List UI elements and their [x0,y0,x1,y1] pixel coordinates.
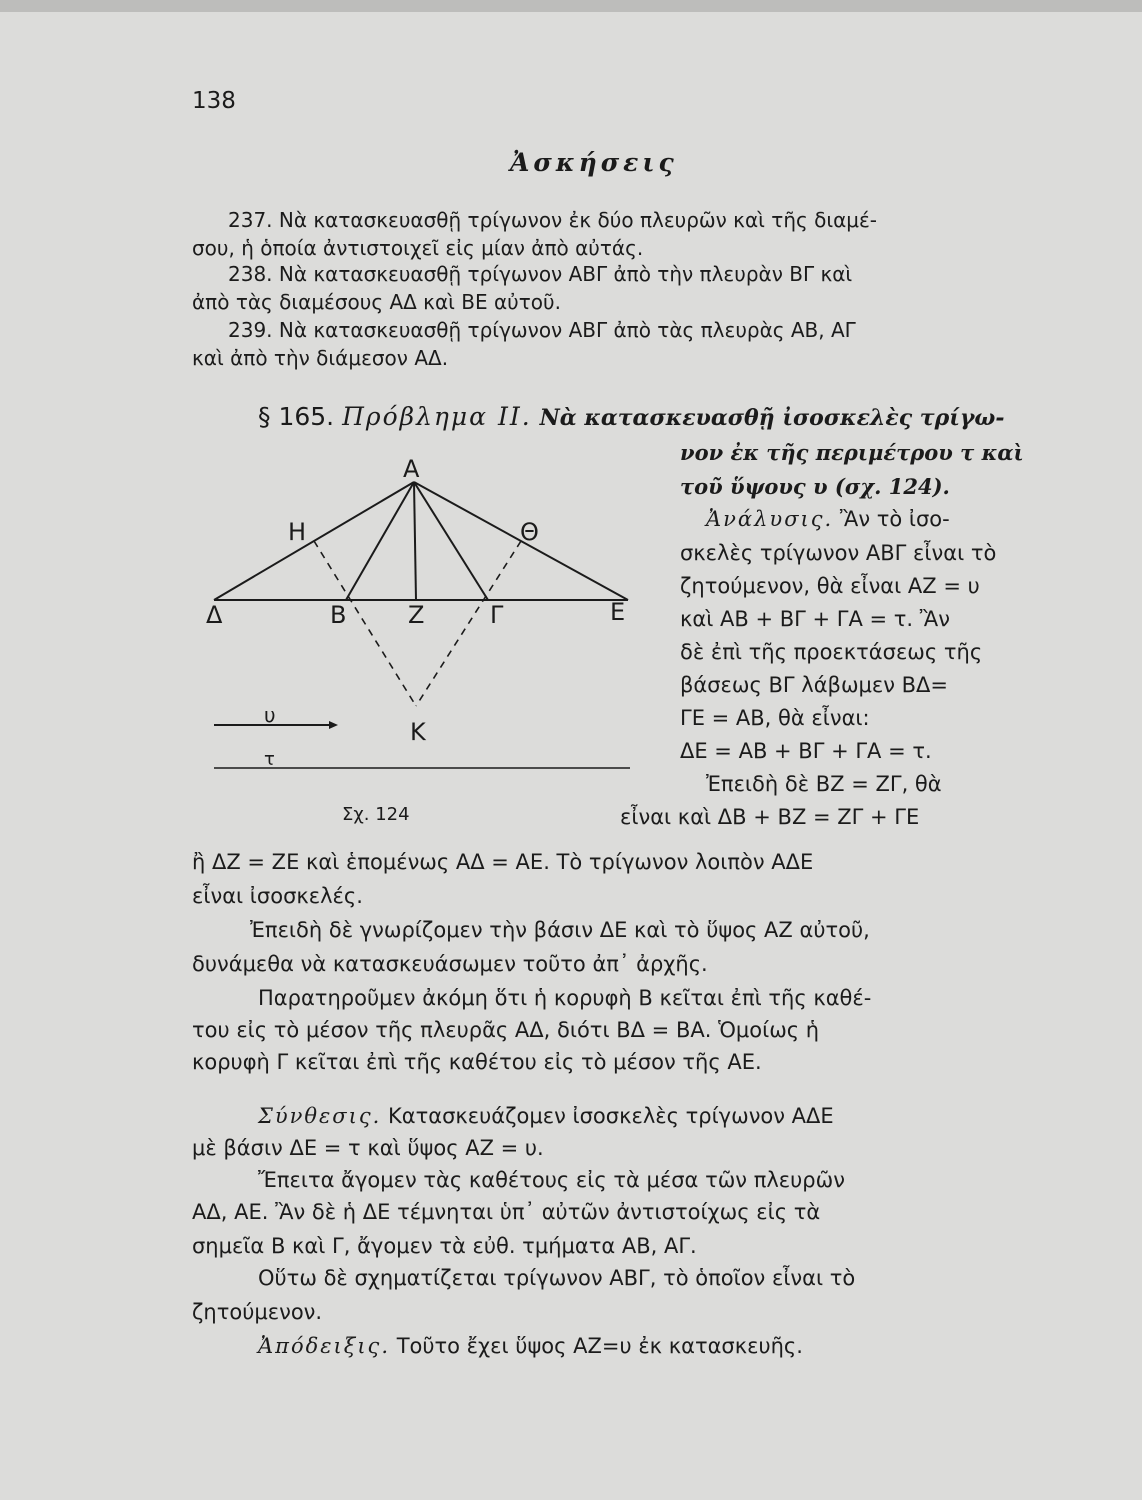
segment-A-Gamma [414,482,488,600]
analysis-line-2: σκελὲς τρίγωνον ΑΒΓ εἶναι τὸ [680,541,997,565]
altitude-A-Z [414,482,416,600]
synthesis-label: Σύνθεσις. [258,1104,382,1128]
label-t: τ [264,749,275,770]
label-K: Κ [410,718,426,746]
analysis-line-7: ΓΕ = ΑΒ, θὰ εἶναι: [680,706,870,730]
label-E: Ε [610,598,626,626]
exercise-239-line-1: 239. Νὰ κατασκευασθῇ τρίγωνον ΑΒΓ ἀπὸ τὰς πλευρὰς ΑΒ, ΑΓ [228,318,856,342]
synthesis-line-7: ζητούμενον. [192,1300,323,1324]
exercise-237-line-1: 237. Νὰ κατασκευασθῇ τρίγωνον ἐκ δύο πλευρῶν καὶ τῆς διαμέ- [228,208,878,232]
label-Z: Ζ [408,601,425,629]
problem-label: Πρόβλημα ΙΙ. [342,402,532,431]
page-edge [0,0,1142,12]
analysis-line-9: Ἐπειδὴ δὲ ΒΖ = ΖΓ, θὰ [706,772,942,796]
analysis-line-4: καὶ ΑΒ + ΒΓ + ΓΑ = τ. Ἂν [680,607,950,631]
body-p2-line-2: δυνάμεθα νὰ κατασκευάσωμεν τοῦτο ἀπ᾽ ἀρχῆς. [192,952,708,976]
label-Gamma: Γ [490,601,504,629]
body-p1-line-2: εἶναι ἰσοσκελές. [192,884,363,908]
body-p1-line-1: ἢ ΔΖ = ΖΕ καὶ ἑπομένως ΑΔ = ΑΕ. Τὸ τρίγωνον λοιπὸν ΑΔΕ [192,850,814,874]
problem-statement-line-1: Νὰ κατασκευασθῇ ἰσοσκελὲς τρίγω- [539,405,1005,431]
exercise-238-line-1: 238. Νὰ κατασκευασθῇ τρίγωνον ΑΒΓ ἀπὸ τὴν πλευρὰν ΒΓ καὶ [228,262,853,286]
analysis-text-1: Ἂν τὸ ἰσο- [839,507,950,531]
proof-line [258,1334,803,1358]
synthesis-line-4: ΑΔ, ΑΕ. Ἂν δὲ ἡ ΔΕ τέμνηται ὑπ᾽ αὐτῶν ἀντιστοίχως εἰς τὰ [192,1200,821,1224]
label-Theta: Θ [520,518,539,546]
exercise-238-line-2: ἀπὸ τὰς διαμέσους ΑΔ καὶ ΒΕ αὐτοῦ. [192,290,561,314]
label-A: Α [403,455,420,483]
body-p3-line-1: Παρατηροῦμεν ἀκόμη ὅτι ἡ κορυφὴ Β κεῖται ἐπὶ τῆς καθέ- [258,986,872,1010]
synthesis-line-2: μὲ βάσιν ΔΕ = τ καὶ ὕψος ΑΖ = υ. [192,1136,544,1160]
problem-number: § 165. [258,402,335,431]
analysis-line-3: ζητούμενον, θὰ εἶναι ΑΖ = υ [680,574,980,598]
label-B: Β [330,601,347,629]
label-u: υ [264,703,276,727]
perpendicular-bisector-AE [416,541,521,706]
synthesis-line-6: Οὕτω δὲ σχηματίζεται τρίγωνον ΑΒΓ, τὸ ὁποῖον εἶναι τὸ [258,1266,856,1290]
figure-124 [190,450,640,830]
section-title: Ἀσκήσεις [510,148,678,177]
problem-statement-line-3: τοῦ ὕψους υ (σχ. 124). [680,474,950,499]
analysis-label: Ἀνάλυσις. [706,507,834,531]
proof-text: Τοῦτο ἔχει ὕψος ΑΖ=υ ἐκ κατασκευῆς. [396,1334,803,1358]
proof-label: Ἀπόδειξις. [258,1334,390,1358]
analysis-line-1 [706,507,950,531]
body-p3-line-3: κορυφὴ Γ κεῖται ἐπὶ τῆς καθέτου εἰς τὸ μέσον τῆς ΑΕ. [192,1050,762,1074]
body-p3-line-2: του εἰς τὸ μέσον τῆς πλευρᾶς ΑΔ, διότι ΒΔ = ΒΑ. Ὁμοίως ἡ [192,1018,820,1042]
segment-A-B [346,482,414,600]
figure-caption: Σχ. 124 [342,804,410,825]
problem-heading [258,402,1004,431]
synthesis-line-5: σημεῖα Β καὶ Γ, ἄγομεν τὰ εὐθ. τμήματα ΑΒ, ΑΓ. [192,1234,697,1258]
analysis-line-6: βάσεως ΒΓ λάβωμεν ΒΔ= [680,673,949,697]
arrow-head-icon [329,721,338,729]
problem-statement-line-2: νον ἐκ τῆς περιμέτρου τ καὶ [680,440,1024,465]
synthesis-line-3: Ἔπειτα ἄγομεν τὰς καθέτους εἰς τὰ μέσα τῶν πλευρῶν [258,1168,845,1192]
analysis-line-5: δὲ ἐπὶ τῆς προεκτάσεως τῆς [680,640,983,664]
analysis-line-10: εἶναι καὶ ΔΒ + ΒΖ = ΖΓ + ΓΕ [620,805,920,829]
analysis-line-8: ΔΕ = ΑΒ + ΒΓ + ΓΑ = τ. [680,739,932,763]
label-H: Η [288,518,307,546]
synthesis-line-1 [258,1104,834,1128]
exercise-239-line-2: καὶ ἀπὸ τὴν διάμεσον ΑΔ. [192,346,449,370]
label-Delta: Δ [206,601,223,629]
exercise-237-line-2: σου, ἡ ὁποία ἀντιστοιχεῖ εἰς μίαν ἀπὸ αὐτάς. [192,236,644,260]
synthesis-text-1: Κατασκευάζομεν ἰσοσκελὲς τρίγωνον ΑΔΕ [388,1104,834,1128]
body-p2-line-1: Ἐπειδὴ δὲ γνωρίζομεν τὴν βάσιν ΔΕ καὶ τὸ ὕψος ΑΖ αὐτοῦ, [250,918,870,942]
page-number: 138 [192,88,236,114]
